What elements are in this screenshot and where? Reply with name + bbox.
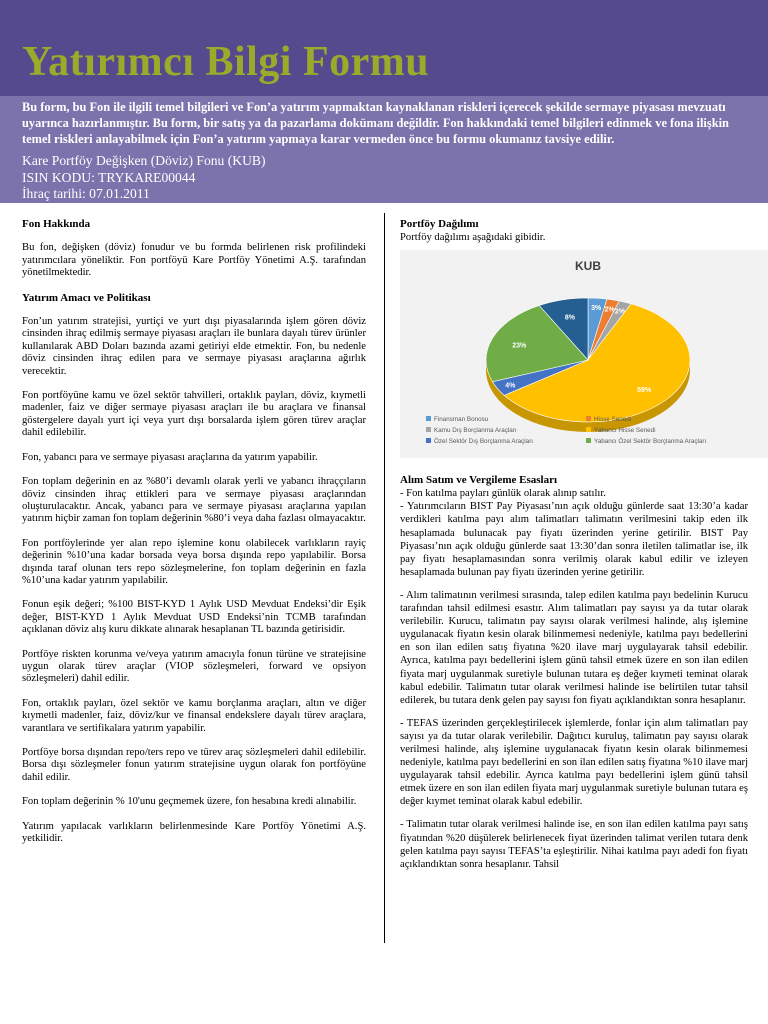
chart-title: KUB [575, 259, 601, 274]
authority-paragraph: Yatırım yapılacak varlıkların belirlenmesinde Kare Portföy Yönetimi A.Ş. yetkilidir. [22, 820, 366, 845]
legend-label-3: Yabancı Hisse Senedi [594, 427, 656, 435]
legend-swatch-5 [586, 438, 591, 443]
goal-heading: Yatırım Amacı ve Politikası [22, 291, 151, 304]
otc-paragraph: Portföye borsa dışından repo/ters repo ve türev araç sözleşmeleri dahil edilebilir. Borsa dışı sözleşmeler fonun yatırım stratejisine uygun olarak fon portföyüne dahil edilir. [22, 747, 366, 783]
derivatives-paragraph: Portföye riskten korunma ve/veya yatırım amacıyla fonun türüne ve stratejisine uygun olarak türev araçlar (VIOP sözleşmeleri, forward ve opsiyon sözleşmeleri) dahil edilir. [22, 648, 366, 685]
isin-code: ISIN KODU: TRYKARE00044 [22, 169, 196, 185]
legend-swatch-4 [426, 438, 431, 443]
legend-swatch-3 [586, 427, 591, 432]
about-paragraph: Bu fon, değişken (döviz) fonudur ve bu formda belirlenen risk profilindeki yatırımcılara yöneliktir. Fon portföyü Kare Portföy Yönetimi A.Ş. tarafından yönetilmektedir. [22, 242, 366, 279]
right-column [400, 218, 748, 881]
about-heading: Fon Hakkında [22, 218, 91, 230]
pie-label-2: 2% [614, 308, 626, 316]
credit-paragraph: Fon toplam değerinin % 10'unu geçmemek üzere, fon hesabına kredi alınabilir. [22, 796, 357, 808]
trade-payment: - Alım talimatının verilmesi sırasında, talep edilen katılma payı bedelinin Kurucu tarafından tahsil edilmesi esastır. Alım talimatları pay sayısı ya da tutar olarak verilebilir. Kurucu, talimatın pay sayısı olarak verilmesi halinde, alış işlemine uygulanacak fiyatın kesin olarak bilinmemesi nedeniyle, katılma payı bedellerini en son ilan edilen satış fiyatına %20 ilave marj uygulayarak tahsil edebilir. Ayrıca, katılma payı bedellerini işlem günü tahsil etmek üzere en son ilan edilen fiyata marj uygulanmak suretiyle bulunan tutara eş değer kıymeti teminat olarak kabul edebilir. Talimatın tutar olarak verilmesi halinde ise belirtilen tutar tahsil edilerek, bu tutara denk gelen pay sayısı fon fiyatı açıklandıktan sonra hesaplanır. [400, 589, 748, 706]
trade-daily: - Fon katılma payları günlük olarak alınıp satılır. [400, 488, 606, 500]
intro-text: Bu form, bu Fon ile ilgili temel bilgileri ve Fon’a yatırım yapmaktan kaynaklanan riskleri içerecek şekilde sermaye piyasası mevzuatı uyarınca hazırlanmıştır. Bu form, bir satış ya da pazarlama dokümanı değildir. Fon hakkındaki temel bilgileri edinmek ve fona ilişkin temel riskleri anlayabilmek için Fon’a yatırım yapmaya karar vermeden önce bu formu okumanız tavsiye edilir. [22, 100, 729, 146]
strategy-paragraph: Fon’un yatırım stratejisi, yurtiçi ve yurt dışı piyasalarında işlem gören döviz cinsinden ihraç edilmiş sermaye piyasası araçları ile bunlara dayalı türev ürünler kullanılarak ABD Doları bazında azami getiriyi elde etmektir. Fon, bu nedenle döviz cinsinden ihraç edilen para ve sermaye piyasası araçlarına ağırlık verecektir. [22, 316, 366, 377]
trade-order-time: - Yatırımcıların BIST Pay Piyasası’nın açık olduğu günlerde saat 13:30’a kadar verdikleri katılma payı alım talimatları talimatın verilmesini takip eden ilk hesaplamada bulunacak pay fiyatı üzerinden yerine getirilir. BIST Pay Piyasası’nın açık olduğu günlerde saat 13:30’dan sonra iletilen talimatlar ise, ilk pay fiyatı hesaplamasından sonra verilmiş olarak kabul edilir ve izleyen hesaplamada bulunan pay fiyatı üzerinden yerine getirilir. [400, 501, 748, 578]
legend-swatch-0 [426, 416, 431, 421]
trade-heading: Alım Satım ve Vergileme Esasları [400, 474, 558, 487]
portfolio-assets-paragraph: Fon portföyüne kamu ve özel sektör tahvilleri, ortaklık payları, döviz, kıymetli madenler, faiz ve diğer sermaye piyasası araçları ile bu araçlara ve finansal göstergelere dayalı yurt içi veya yurt dışı borsalarda işlem gören türev araçlar dahil edilebilir. [22, 390, 366, 439]
document-title: Yatırımcı Bilgi Formu [22, 39, 430, 85]
legend-swatch-1 [586, 416, 591, 421]
legend-label-0: Finansman Bonosu [434, 416, 489, 424]
portfolio-heading: Portföy Dağılımı [400, 218, 479, 230]
trade-amount-order: - Talimatın tutar olarak verilmesi halinde ise, en son ilan edilen katılma payı satış fiyatından %20 düşülerek belirlenecek fiyat üzerinden talimat verilen tutara denk gelen katılma payı sayısı TEFAS’ta eşleştirilir. Nihai katılma payı adedi fon fiyatı açıklandıktan sonra hesaplanır. Tahsil [400, 819, 748, 870]
fund-info [22, 153, 266, 203]
pie-label-4: 4% [505, 382, 516, 390]
legend-label-4: Özel Sektör Dış Borçlanma Araçları [434, 438, 534, 446]
trade-tefas: - TEFAS üzerinden gerçekleştirilecek işlemlerde, fonlar için alım talimatları pay sayısı ya da tutar olarak verilebilir. Dağıtıcı kuruluş, talimatın pay sayısı olarak verilmesi halinde, alış işlemine uygulanacak fiyatın kesin olarak bilinmemesi nedeniyle, katılma payı bedellerini en son ilan edilen satış fiyatına %10 ilave marj uygulayarak tahsil edebilir. Ayrıca katılma payı bedellerini işlem günü tahsil etmek üzere en son ilan edilen fiyata marj uygulanmak suretiyle bulunan tutara eş değer kıymet teminat olarak kabul edebilir. [400, 717, 749, 808]
pie-label-6: 8% [564, 314, 575, 322]
left-column [22, 218, 366, 857]
header-banner [0, 0, 768, 203]
benchmark-paragraph: Fonun eşik değeri; %100 BIST-KYD 1 Aylık USD Mevduat Endeksi’dir Eşik değer, BIST-KYD 1 Aylık Mevduat USD Endeksi’nin TCMB tarafından açıklanan döviz alış kuru dikkate alınarak hesaplanan TL bazında getirisidir. [22, 599, 366, 636]
fund-name: Kare Portföy Değişken (Döviz) Fonu (KUB) [22, 153, 266, 168]
issue-date: İhraç tarihi: 07.01.2011 [22, 186, 150, 201]
instruments-paragraph: Fon, ortaklık payları, özel sektör ve kamu borçlanma araçları, altın ve diğer kıymetli madenler, faiz, döviz/kur ve finansal endekslere dayalı türev araçlara, varantlara ve sertifikalara yatırım yapabilir. [22, 697, 366, 734]
pie-label-1: 2% [604, 306, 615, 314]
legend-label-5: Yabancı Özel Sektör Borçlanma Araçları [594, 438, 707, 446]
allocation-limit-paragraph: Fon toplam değerinin en az %80’i devamlı olarak yerli ve yabancı ihraççıların döviz cinsinden ihraç ettikleri para ve sermaye piyasası araçlarından oluşturulacaktır. Ancak, yabancı para ve sermaye piyasası araçlarına yapılan yatırım hiçbir zaman fon toplam değerinin %80’i veya daha fazlası olmayacaktır. [22, 476, 366, 525]
legend-label-1: Hisse Senedi [594, 416, 632, 424]
pie-label-3: 59% [637, 386, 652, 394]
repo-paragraph: Fon portföylerinde yer alan repo işlemine konu olabilecek varlıkların rayiç değerinin %10’una kadar borsada veya borsa dışında repo yapılabilir. Borsa dışında taraf olunan ters repo sözleşmelerine, fon toplam değerinin en fazla %10’una kadar yatırım yapılabilir. [22, 537, 366, 586]
portfolio-pie-chart [400, 250, 768, 458]
pie-chart-svg [400, 250, 768, 458]
column-divider [384, 213, 385, 943]
foreign-assets-paragraph: Fon, yabancı para ve sermaye piyasası araçlarına da yatırım yapabilir. [22, 451, 318, 463]
pie-label-5: 23% [512, 342, 527, 350]
pie-label-0: 3% [591, 305, 602, 313]
legend-swatch-2 [426, 427, 431, 432]
portfolio-intro: Portföy dağılımı aşağıdaki gibidir. [400, 232, 546, 244]
legend-label-2: Kamu Dış Borçlanma Araçları [434, 427, 517, 435]
